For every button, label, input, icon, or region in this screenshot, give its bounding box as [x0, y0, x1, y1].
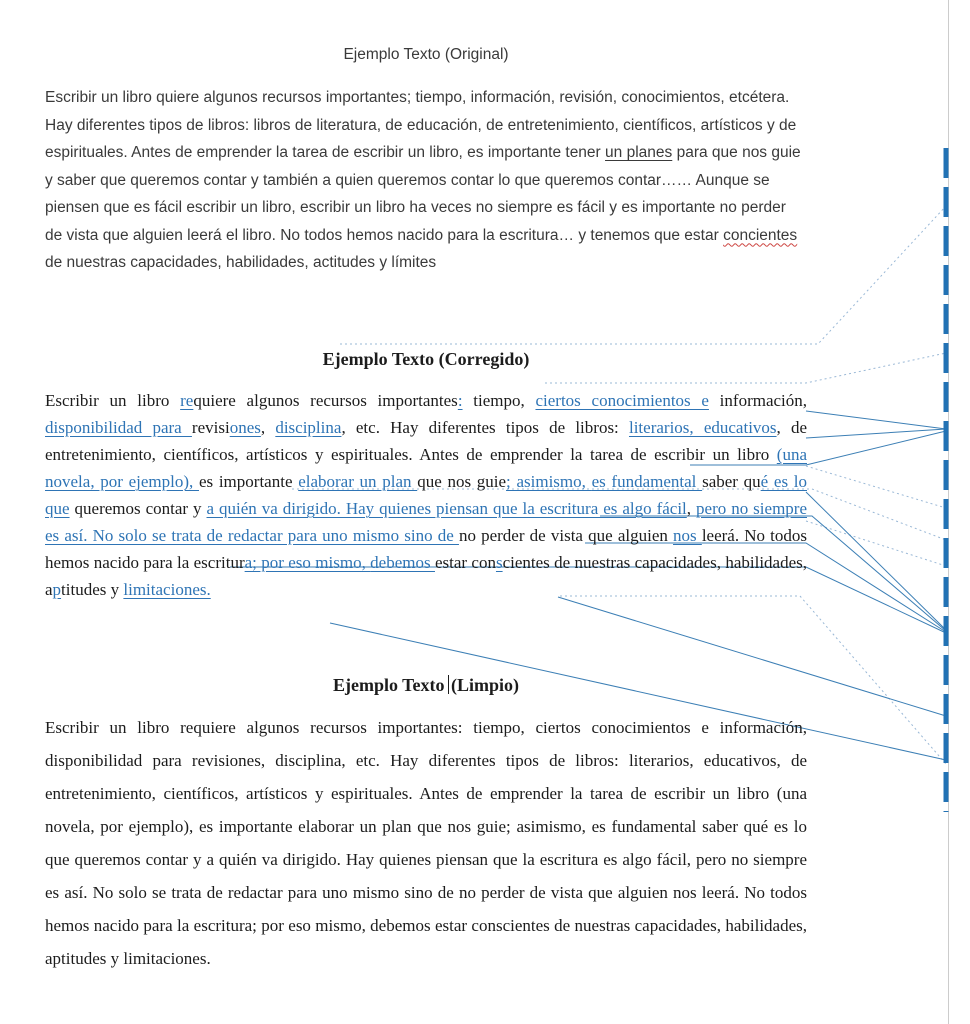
text-run: , etc. Hay diferentes tipos de libros: — [341, 418, 629, 437]
clean-section-title[interactable] — [45, 675, 807, 696]
inserted-text: literarios, educativos — [628, 418, 777, 437]
underlined-text: un planes — [605, 144, 673, 161]
original-paragraph[interactable] — [45, 84, 807, 277]
inserted-text: : — [457, 391, 463, 410]
clean-title-suffix: (Limpio) — [451, 675, 520, 695]
inserted-text: nos — [673, 526, 702, 545]
text-run: leerá. No todos hemos nacido para la escritur — [45, 526, 808, 572]
inserted-text: ; asimismo, — [506, 472, 592, 491]
text-run: quiere algunos recursos importantes — [193, 391, 458, 410]
clean-title-text: Ejemplo Texto — [332, 675, 445, 695]
text-run: , — [260, 418, 276, 437]
text-run: es importante — [198, 472, 299, 491]
text-run: saber qu — [702, 472, 761, 491]
corrected-paragraph[interactable] — [45, 387, 807, 603]
misspelled-word: concientes — [723, 226, 798, 244]
inserted-text: disciplina — [275, 418, 342, 437]
inserted-text: elaborar un plan — [298, 472, 418, 491]
inserted-text: es fundamental — [591, 472, 703, 491]
inserted-text: limitaciones. — [123, 580, 211, 599]
inserted-text: p — [52, 580, 62, 599]
inserted-text: re — [180, 391, 194, 410]
text-run: no perder de vista que alguien — [458, 526, 674, 545]
text-run: Escribir un libro quiere algunos recursos importantes; tiempo, información, revisión, conocimientos, etcétera. Hay diferentes tipos de libros: libros de literatura, de educación, de entretenimiento, científicos, artísticos y de espirituales. Antes de emprender la tarea de escribir un libro, es importante tener — [45, 89, 797, 161]
text-run: revisi — [191, 418, 230, 437]
corrected-section-title[interactable]: Ejemplo Texto (Corregido) — [322, 349, 530, 369]
inserted-text: pero no siempre es así. No solo se trata de redactar para uno mismo sino de — [45, 499, 807, 545]
inserted-text: a; por eso mismo, — [244, 553, 371, 572]
text-run: estar con — [434, 553, 496, 572]
inserted-text: debemos — [370, 553, 435, 572]
original-section-title[interactable]: Ejemplo Texto (Original) — [343, 46, 509, 63]
text-run: , de entretenimiento, científicos, artísticos y espirituales. Antes de emprender la tarea de escribir un libro — [45, 418, 808, 464]
text-run: tiempo, — [462, 391, 536, 410]
text-run: de nuestras capacidades, habilidades, actitudes y límites — [45, 254, 437, 271]
inserted-text: disponibilidad para — [45, 418, 192, 437]
text-cursor-caret — [448, 675, 450, 694]
text-run: cientes de nuestras capacidades, habilidades, a — [45, 553, 807, 599]
clean-paragraph[interactable]: Escribir un libro requiere algunos recursos importantes: tiempo, ciertos conocimientos e información, disponibilidad para revisiones, disciplina, etc. Hay diferentes tipos de libros: literarios, educativos, de entretenimiento, científicos, artísticos y espirituales. Antes de emprender la tarea de escribir un libro (una novela, por ejemplo), es importante elaborar un plan que nos guie; asimismo, es fundamental saber qué es lo que queremos contar y a quién va dirigido. Hay quienes piensan que la escritura es algo fácil, pero no siempre es así. No solo se trata de redactar para uno mismo sino de no perder de vista que alguien nos leerá. No todos hemos nacido para la escritura; por eso mismo, debemos estar conscientes de nuestras capacidades, habilidades, aptitudes y limitaciones. — [45, 718, 807, 968]
text-run: , — [686, 499, 697, 518]
inserted-text: s — [495, 553, 503, 572]
inserted-text: a quién va dirigido. Hay quienes piensan que la escritura es algo fácil — [206, 499, 687, 518]
text-run: titudes y — [61, 580, 124, 599]
text-run: información, — [708, 391, 808, 410]
inserted-text: ciertos conocimientos e — [535, 391, 709, 410]
text-run: Escribir un libro — [45, 391, 181, 410]
text-run: para que nos guie y saber que queremos contar y también a quien queremos contar lo que queremos contar…… Aunque se piensen que es fácil escribir un libro, escribir un libro ha veces no siempre es fácil y es importante no perder de vista que alguien leerá el libro. No todos hemos nacido para la escritura… y tenemos que estar — [45, 144, 801, 244]
inserted-text: é es lo que — [45, 472, 807, 518]
text-run: queremos contar y — [69, 499, 207, 518]
inserted-text: (una novela, por ejemplo), — [45, 445, 807, 491]
inserted-text: ones — [229, 418, 261, 437]
text-run: que nos guie — [417, 472, 507, 491]
